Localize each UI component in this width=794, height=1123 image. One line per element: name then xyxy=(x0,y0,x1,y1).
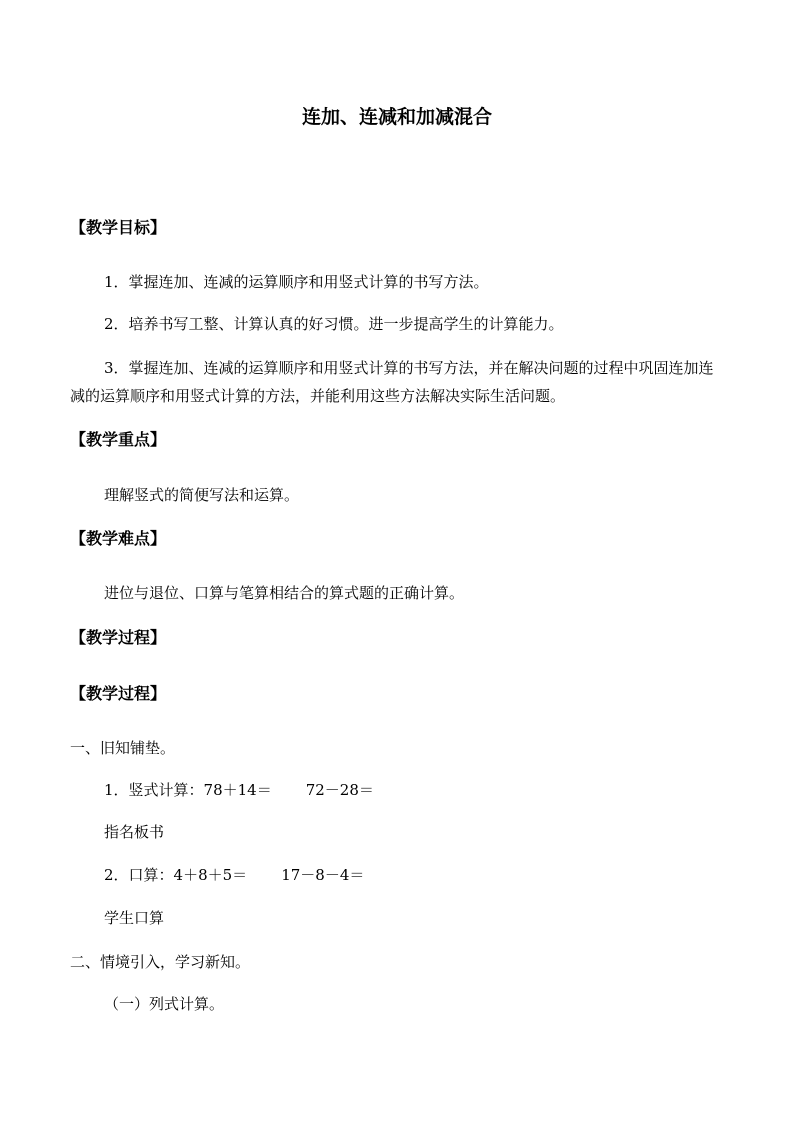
process-heading-1: 【教学过程】 xyxy=(70,628,167,647)
key-points-text: 理解竖式的简便写法和运算。 xyxy=(104,486,300,504)
process-item-1-expr2: 72－28＝ xyxy=(305,781,374,799)
process-item-1-note: 指名板书 xyxy=(104,823,165,841)
process-sub1-title: （一）列式计算。 xyxy=(104,995,225,1013)
process-item-2-expr2: 17－8－4＝ xyxy=(281,866,365,884)
objective-item-2: 2．培养书写工整、计算认真的好习惯。进一步提高学生的计算能力。 xyxy=(104,315,564,333)
process-item-1 xyxy=(104,779,374,801)
objective-item-3: 3．掌握连加、连减的运算顺序和用竖式计算的书写方法，并在解决问题的过程中巩固连加连减的运算顺序和用竖式计算的方法，并能利用这些方法解决实际生活问题。 xyxy=(70,359,714,405)
process-item-2 xyxy=(104,864,364,886)
key-points-heading: 【教学重点】 xyxy=(70,430,167,449)
objective-item-1: 1．掌握连加、连减的运算顺序和用竖式计算的书写方法。 xyxy=(104,273,489,291)
process-item-2-label: 2．口算：4＋8＋5＝ xyxy=(104,866,248,884)
difficulties-text: 进位与退位、口算与笔算相结合的算式题的正确计算。 xyxy=(104,584,465,602)
process-part2-title: 二、情境引入，学习新知。 xyxy=(70,953,251,971)
objectives-heading: 【教学目标】 xyxy=(70,218,167,237)
difficulties-heading: 【教学难点】 xyxy=(70,529,167,548)
process-item-2-note: 学生口算 xyxy=(104,909,165,927)
process-part1-title: 一、旧知铺垫。 xyxy=(70,739,176,757)
process-heading-2: 【教学过程】 xyxy=(70,684,167,703)
process-item-1-label: 1．竖式计算：78＋14＝ xyxy=(104,781,272,799)
document-title: 连加、连减和加减混合 xyxy=(301,106,492,128)
